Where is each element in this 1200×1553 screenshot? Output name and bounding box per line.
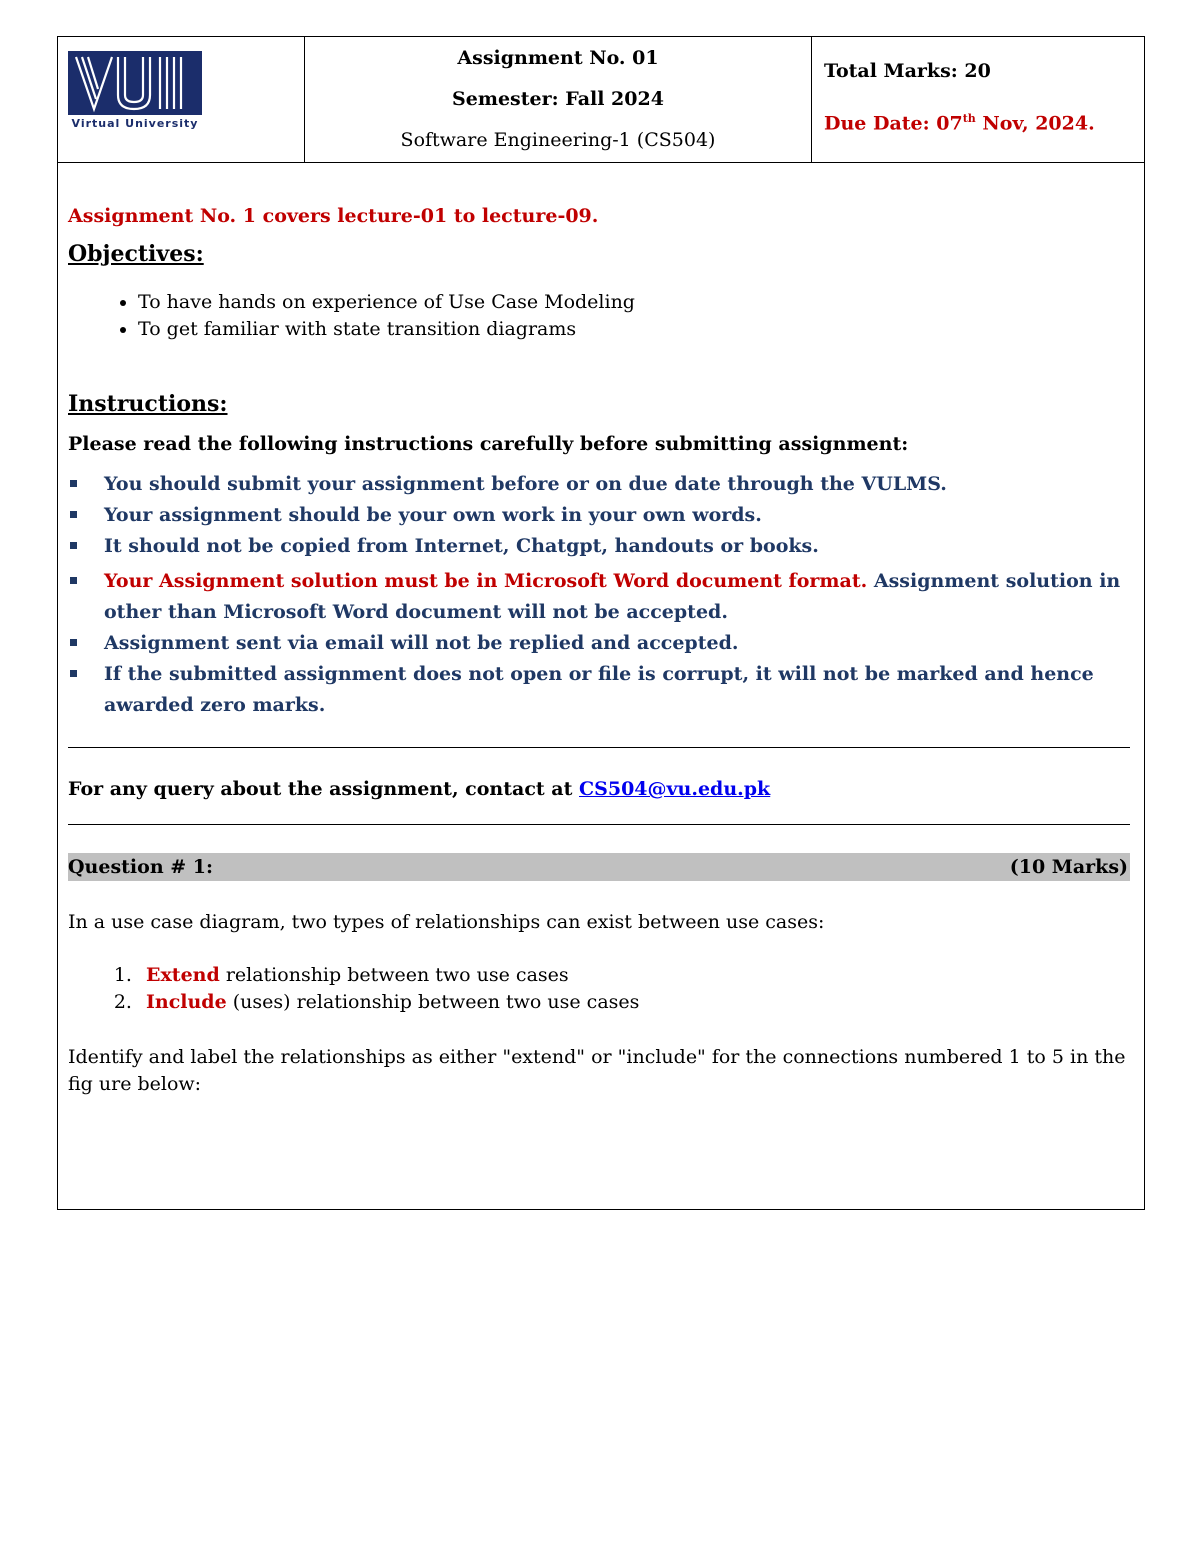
- contact-text: For any query about the assignment, contact at: [68, 778, 579, 800]
- question-title-bar: [68, 853, 1130, 881]
- keyword: Extend: [146, 964, 220, 986]
- bullet-square-icon: [70, 542, 77, 549]
- course-title: Software Engineering-1 (CS504): [400, 129, 716, 151]
- item-text: (uses) relationship between two use cases: [226, 991, 640, 1013]
- objectives-heading: Objectives:: [68, 241, 204, 267]
- due-date-sup: th: [962, 112, 976, 126]
- question-task: Identify and label the relationships as either "extend" or "include" for the connections numbered 1 to 5 in the fig ure below:: [68, 1046, 1126, 1095]
- bullet-square-icon: [70, 511, 77, 518]
- bullet-square-icon: [70, 639, 77, 646]
- list-item: • To get familiar with state transition diagrams: [138, 316, 1130, 343]
- relationship-list: [68, 962, 1130, 1016]
- list-item: [68, 531, 1130, 562]
- instructions-intro: Please read the following instructions carefully before submitting assignment:: [68, 433, 909, 455]
- total-marks: Total Marks: 20: [824, 60, 991, 83]
- keyword: Include: [146, 991, 227, 1013]
- question-title: Question # 1:: [68, 856, 214, 878]
- list-item: [68, 566, 1130, 628]
- due-date-rest: Nov, 2024.: [975, 112, 1095, 135]
- question-intro: In a use case diagram, two types of relationships can exist between use cases:: [68, 911, 825, 933]
- list-item: • To have hands on experience of Use Case Modeling: [138, 289, 1130, 316]
- instructions-list: [68, 469, 1130, 721]
- vu-logo: [68, 51, 202, 133]
- instructions-heading: Instructions:: [68, 391, 228, 417]
- rule-text: Your assignment should be your own work in your own words.: [104, 504, 762, 526]
- lecture-coverage: Assignment No. 1 covers lecture-01 to lecture-09.: [68, 205, 599, 227]
- list-item: [68, 659, 1130, 721]
- rule-text: Assignment sent via email will not be replied and accepted.: [104, 632, 739, 654]
- course-info-cell: [305, 37, 812, 163]
- logo-cell: [58, 37, 305, 163]
- due-date: [824, 99, 1143, 143]
- bullet-square-icon: [70, 480, 77, 487]
- assignment-document: [57, 36, 1145, 1210]
- list-item: [68, 500, 1130, 531]
- list-item: [68, 469, 1130, 500]
- list-item: [138, 962, 1130, 989]
- rule-text: It should not be copied from Internet, Chatgpt, handouts or books.: [104, 535, 819, 557]
- bullet-square-icon: [70, 670, 77, 677]
- logo-caption: Virtual University: [71, 117, 199, 130]
- rule-text: If the submitted assignment does not open or file is corrupt, it will not be marked and hence awarded zero marks.: [104, 663, 1094, 716]
- header-table: [57, 36, 1145, 163]
- list-item: [68, 628, 1130, 659]
- semester: Semester: Fall 2024: [452, 88, 664, 110]
- assignment-number: Assignment No. 01: [457, 47, 659, 69]
- list-item: [138, 989, 1130, 1016]
- rule-text: Assignment solution in other than Microsoft Word document will not be accepted.: [104, 570, 1121, 623]
- contact-email-link[interactable]: CS504@vu.edu.pk: [579, 778, 771, 800]
- marks-cell: [812, 37, 1145, 163]
- due-date-day: Due Date: 07: [824, 112, 963, 135]
- objectives-section: [68, 163, 1130, 747]
- question-marks: (10 Marks): [1009, 856, 1128, 878]
- contact-section: [68, 747, 1130, 824]
- objectives-list: [68, 289, 1130, 343]
- body-box: [57, 163, 1145, 1210]
- bullet-square-icon: [70, 577, 77, 584]
- item-text: relationship between two use cases: [219, 964, 569, 986]
- vu-logo-mark: [68, 51, 202, 115]
- rule-text-red: Your Assignment solution must be in Microsoft Word document format.: [104, 570, 868, 592]
- question-section: [68, 824, 1130, 1209]
- rule-text: You should submit your assignment before or on due date through the VULMS.: [104, 473, 947, 495]
